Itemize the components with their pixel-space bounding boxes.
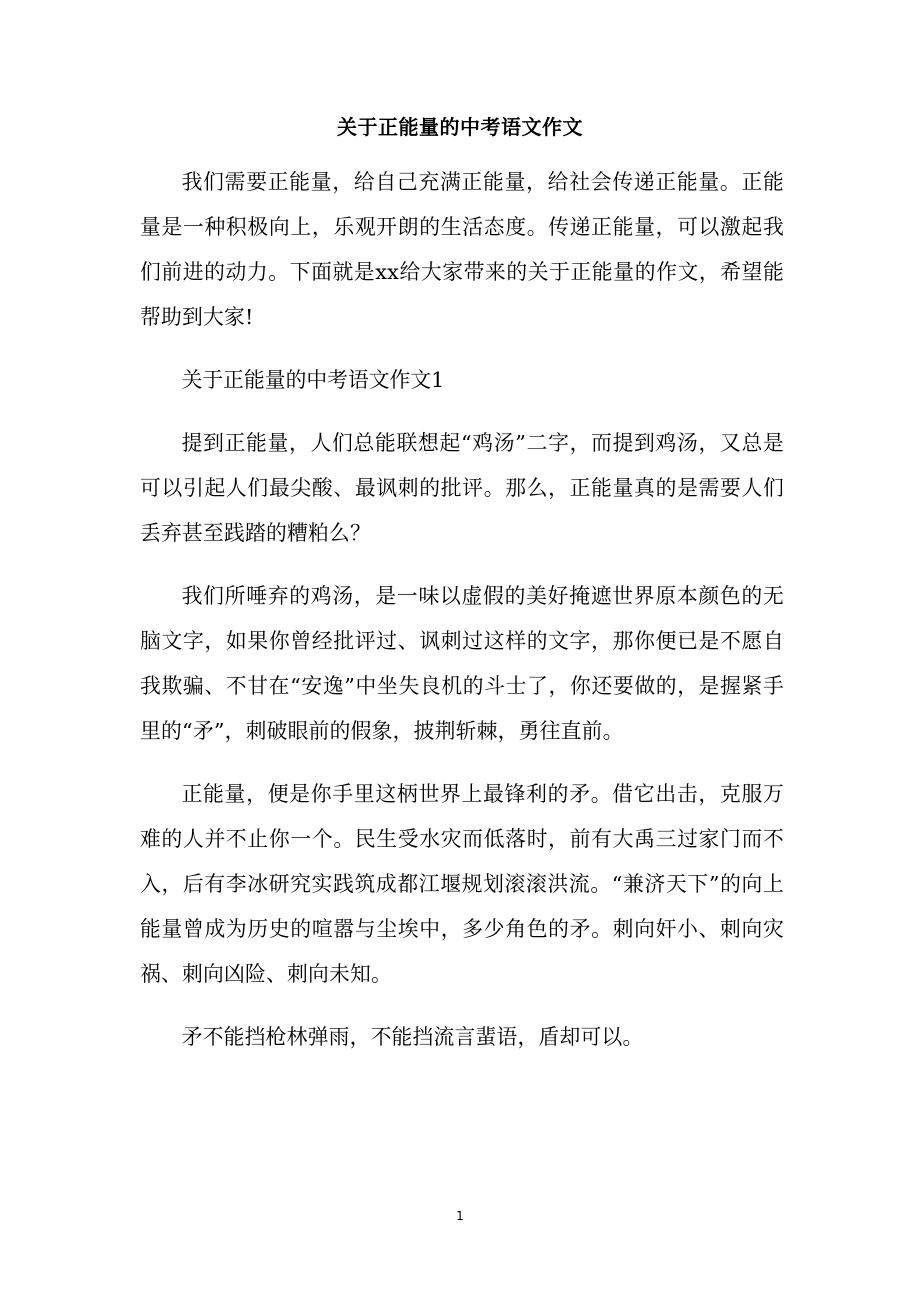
document-title: 关于正能量的中考语文作文 [337, 115, 583, 139]
document-body [140, 160, 784, 1078]
body-paragraph: 矛不能挡枪林弹雨，不能挡流言蜚语，盾却可以。 [181, 1025, 644, 1049]
body-paragraph: 我们所唾弃的鸡汤，是一味以虚假的美好掩遮世界原本颜色的无脑文字，如果你曾经批评过、讽刺过这样的文字，那你便已是不愿自我欺骗、不甘在“安逸”中坐失良机的斗士了，你还要做的，是握紧手里的“矛”，刺破眼前的假象，披荆斩棘，勇往直前。 [140, 584, 784, 743]
intro-paragraph: 我们需要正能量，给自己充满正能量，给社会传递正能量。正能量是一种积极向上，乐观开朗的生活态度。传递正能量，可以激起我们前进的动力。下面就是xx给大家带来的关于正能量的作文，希望能帮助到大家! [140, 170, 784, 329]
essay-title: 关于正能量的中考语文作文1 [181, 368, 445, 392]
page-number: 1 [456, 1209, 464, 1223]
body-paragraph: 提到正能量，人们总能联想起“鸡汤”二字，而提到鸡汤，又总是可以引起人们最尖酸、最讽刺的批评。那么，正能量真的是需要人们丢弃甚至践踏的糟粕么？ [140, 431, 784, 545]
body-paragraph: 正能量，便是你手里这柄世界上最锋利的矛。借它出击，克服万难的人并不止你一个。民生受水灾而低落时，前有大禹三过家门而不入，后有李冰研究实践筑成都江堰规划滚滚洪流。“兼济天下”的向上能量曾成为历史的喧嚣与尘埃中，多少角色的矛。刺向奸小、刺向灾祸、刺向凶险、刺向未知。 [140, 782, 784, 986]
